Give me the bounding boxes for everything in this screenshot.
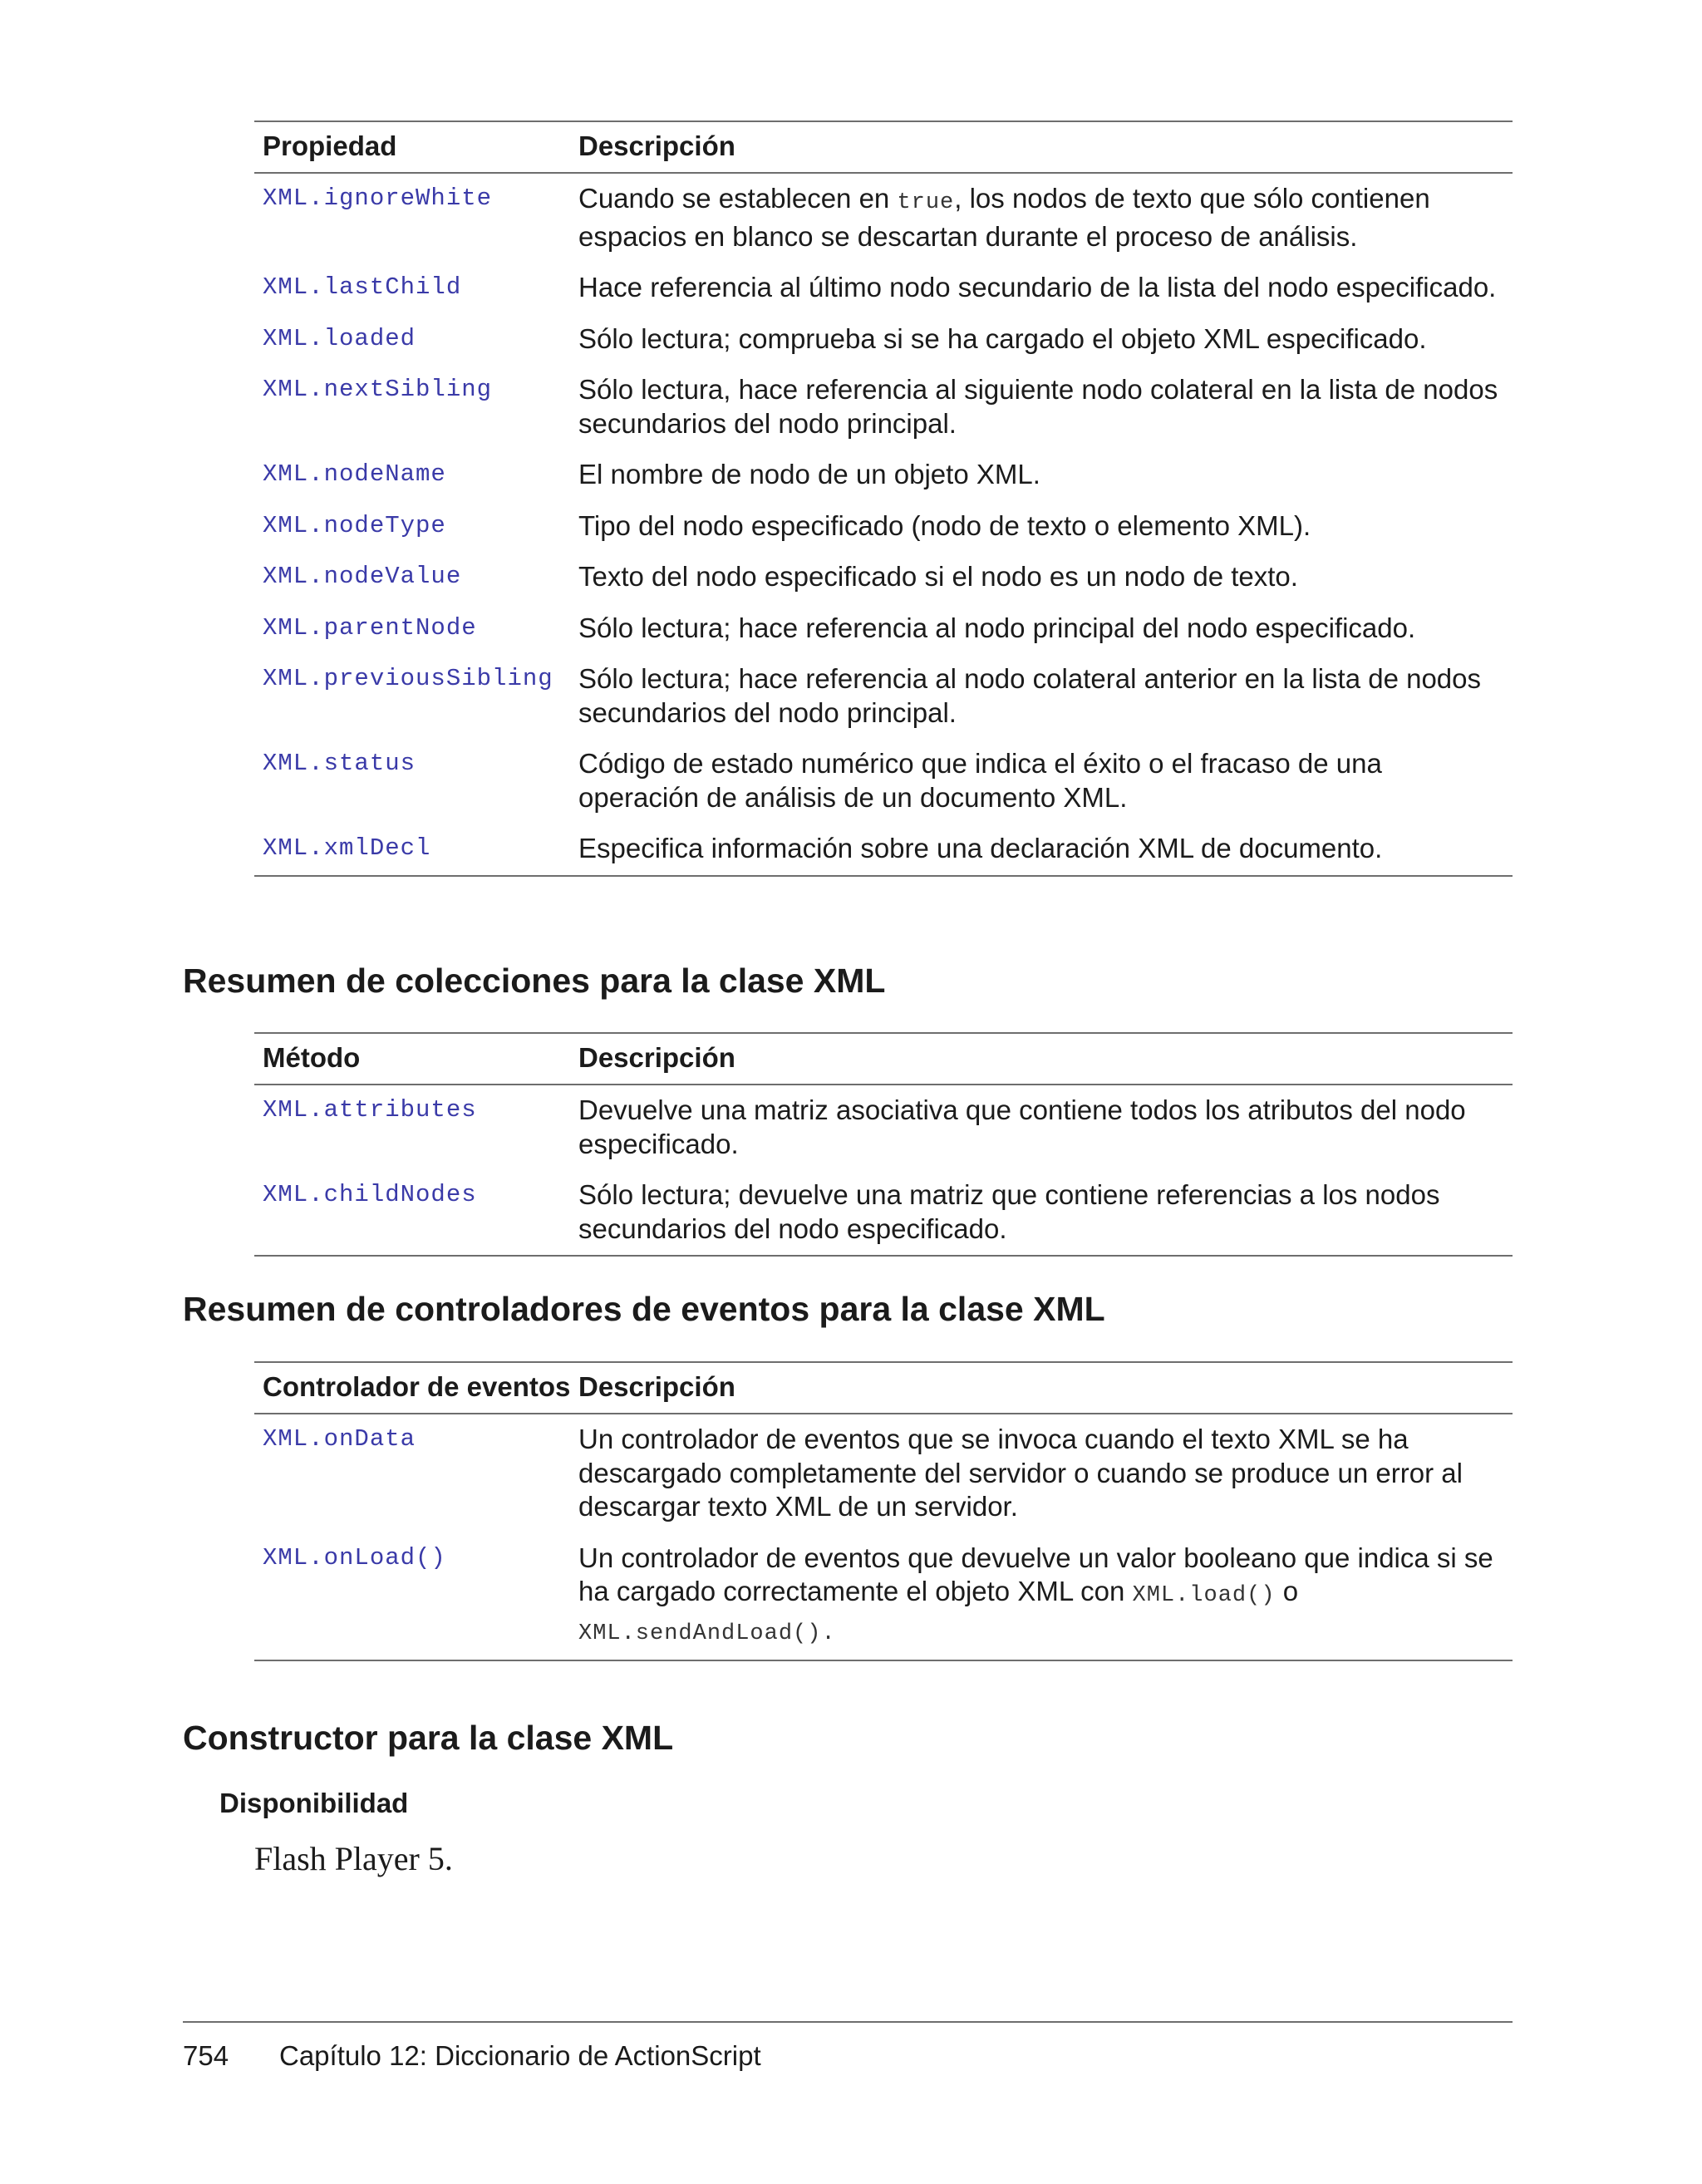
event-name: XML.onData xyxy=(263,1425,416,1453)
property-name: XML.previousSibling xyxy=(263,665,553,692)
property-description: Texto del nodo especificado si el nodo es un nodo de texto. xyxy=(578,561,1298,592)
method-description: Devuelve una matriz asociativa que contiene todos los atributos del nodo especificado. xyxy=(578,1094,1466,1159)
property-description: Cuando se establecen en true, los nodos de texto que sólo contienen espacios en blanco se descartan durante el proceso de análisis. xyxy=(578,183,1430,252)
section-heading-events: Resumen de controladores de eventos para la clase XML xyxy=(183,1290,1105,1328)
property-description: El nombre de nodo de un objeto XML. xyxy=(578,459,1040,489)
header-description: Descripción xyxy=(578,1042,735,1073)
property-name: XML.loaded xyxy=(263,324,416,352)
table-row xyxy=(254,739,1513,824)
table-row xyxy=(254,1414,1513,1533)
property-description: Sólo lectura; hace referencia al nodo principal del nodo especificado. xyxy=(578,612,1416,643)
availability-text: Flash Player 5. xyxy=(254,1840,453,1877)
property-name: XML.nextSibling xyxy=(263,376,493,403)
property-name: XML.nodeValue xyxy=(263,563,462,590)
property-name: XML.parentNode xyxy=(263,613,477,642)
property-name: XML.status xyxy=(263,750,416,777)
property-description: Código de estado numérico que indica el éxito o el fracaso de una operación de análisis de un documento XML. xyxy=(578,748,1382,813)
table-row xyxy=(254,365,1513,450)
table-header xyxy=(254,1034,1513,1085)
header-description: Descripción xyxy=(578,130,735,161)
table-row xyxy=(254,654,1513,739)
table-row xyxy=(254,552,1513,603)
property-description: Sólo lectura; comprueba si se ha cargado el objeto XML especificado. xyxy=(578,322,1427,354)
table-row xyxy=(254,603,1513,655)
page-number: 754 xyxy=(183,2040,229,2071)
section-heading-constructor: Constructor para la clase XML xyxy=(183,1719,674,1757)
chapter-title: Capítulo 12: Diccionario de ActionScript xyxy=(279,2040,761,2071)
property-name: XML.ignoreWhite xyxy=(263,184,493,212)
property-name: XML.xmlDecl xyxy=(263,834,431,862)
property-description: Tipo del nodo especificado (nodo de texto o elemento XML). xyxy=(578,509,1311,541)
properties-table xyxy=(254,121,1513,877)
header-description: Descripción xyxy=(578,1371,735,1402)
table-row xyxy=(254,1533,1513,1660)
event-name: XML.onLoad() xyxy=(263,1543,446,1572)
table-row xyxy=(254,174,1513,263)
property-name: XML.nodeType xyxy=(263,511,446,539)
table-row xyxy=(254,1085,1513,1170)
method-name: XML.attributes xyxy=(263,1096,477,1124)
table-header xyxy=(254,122,1513,174)
table-header xyxy=(254,1363,1513,1414)
table-row xyxy=(254,824,1513,875)
header-property: Propiedad xyxy=(263,130,397,161)
header-method: Método xyxy=(263,1042,361,1073)
table-row xyxy=(254,450,1513,501)
property-description: Especifica información sobre una declaración XML de documento. xyxy=(578,833,1383,863)
collections-table xyxy=(254,1032,1513,1257)
property-name: XML.nodeName xyxy=(263,460,446,488)
table-row xyxy=(254,314,1513,366)
method-description: Sólo lectura; devuelve una matriz que contiene referencias a los nodos secundarios del nodo especificado. xyxy=(578,1179,1440,1244)
method-name: XML.childNodes xyxy=(263,1181,477,1208)
property-description: Sólo lectura, hace referencia al siguiente nodo colateral en la lista de nodos secundarios del nodo principal. xyxy=(578,374,1498,439)
property-name: XML.lastChild xyxy=(263,273,462,301)
events-table xyxy=(254,1361,1513,1661)
property-description: Hace referencia al último nodo secundario de la lista del nodo especificado. xyxy=(578,272,1497,303)
table-row xyxy=(254,263,1513,314)
table-row xyxy=(254,1170,1513,1255)
footer-divider xyxy=(183,2021,1513,2023)
event-description: Un controlador de eventos que devuelve un valor booleano que indica si se ha cargado correctamente el objeto XML con XML.load() o XML.sendAndLoad(). xyxy=(578,1542,1493,1646)
event-description: Un controlador de eventos que se invoca cuando el texto XML se ha descargado completamente del servidor o cuando se produce un error al descargar texto XML de un servidor. xyxy=(578,1424,1463,1522)
availability-heading: Disponibilidad xyxy=(219,1788,409,1818)
property-description: Sólo lectura; hace referencia al nodo colateral anterior en la lista de nodos secundarios del nodo principal. xyxy=(578,663,1482,728)
page-footer xyxy=(183,2039,761,2073)
section-heading-collections: Resumen de colecciones para la clase XML xyxy=(183,962,886,1000)
table-row xyxy=(254,501,1513,553)
header-event-handler: Controlador de eventos xyxy=(263,1371,571,1402)
